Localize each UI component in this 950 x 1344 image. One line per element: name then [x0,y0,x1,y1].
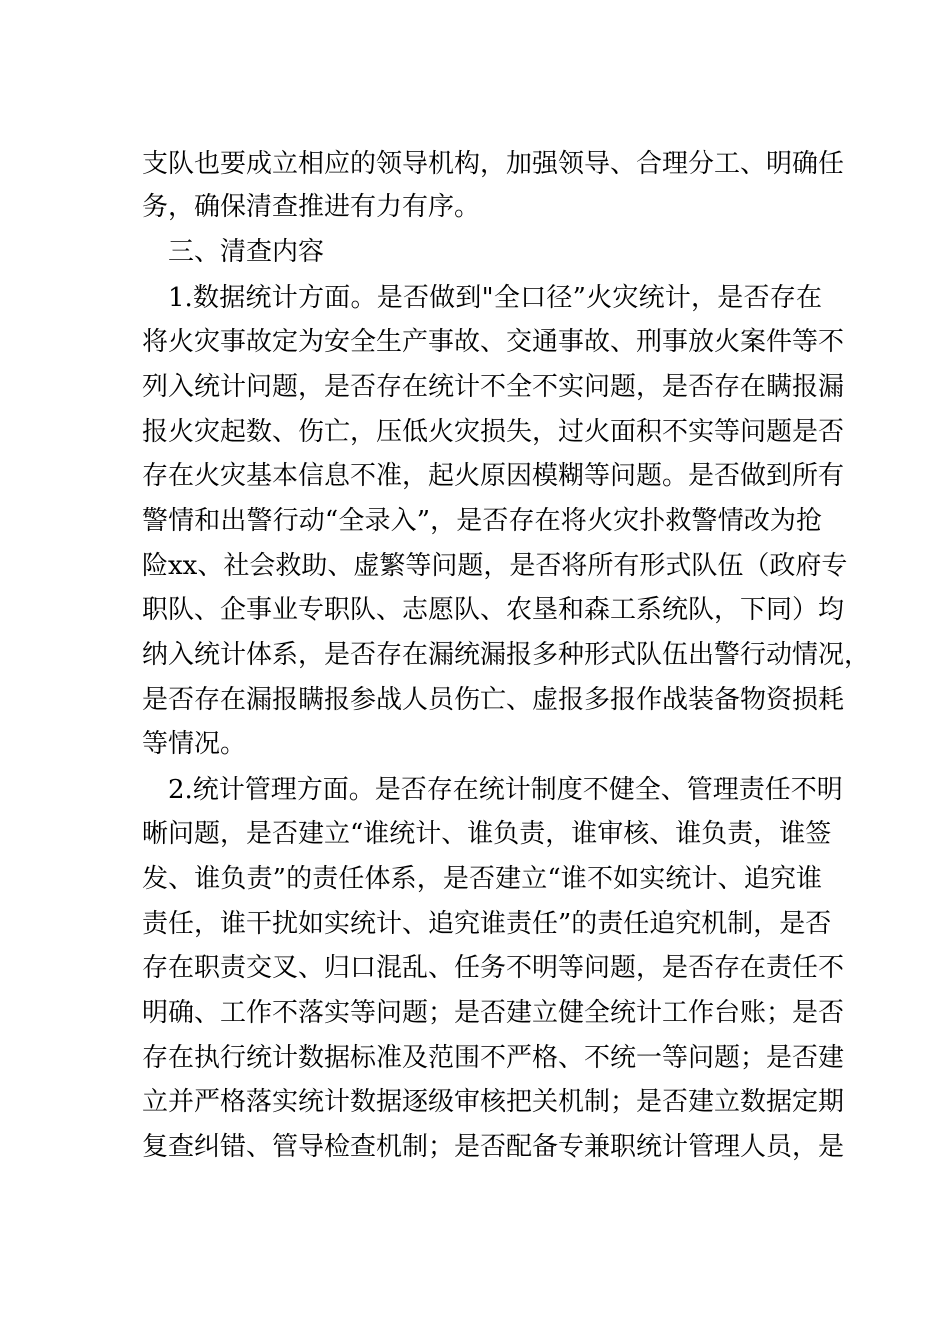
text-line: 2.统计管理方面。是否存在统计制度不健全、管理责任不明 [168,775,843,805]
text-line: 等情况。 [142,729,247,759]
text-line: 列入统计问题，是否存在统计不全不实问题，是否存在瞒报漏 [142,372,845,402]
text-line: 职队、企事业专职队、志愿队、农垦和森工系统队，下同）均 [142,595,845,625]
text-line: 1.数据统计方面。是否做到"全口径”火灾统计，是否存在 [168,283,822,313]
text-line: 险xx、社会救助、虚繁等问题，是否将所有形式队伍（政府专 [142,551,848,581]
text-line: 复查纠错、管导检查机制；是否配备专兼职统计管理人员，是 [142,1132,845,1162]
text-line: 务，确保清查推进有力有序。 [142,192,481,222]
text-line: 纳入统计体系，是否存在漏统漏报多种形式队伍出警行动情况， [142,640,871,670]
text-line: 是否存在漏报瞒报参战人员伤亡、虚报多报作战装备物资损耗 [142,685,845,715]
text-line: 立并严格落实统计数据逐级审核把关机制；是否建立数据定期 [142,1087,845,1117]
text-line: 存在执行统计数据标准及范围不严格、不统一等问题；是否建 [142,1043,845,1073]
text-line: 存在职责交叉、归口混乱、任务不明等问题，是否存在责任不 [142,953,845,983]
section-heading: 三、清查内容 [168,237,325,267]
text-line: 支队也要成立相应的领导机构，加强领导、合理分工、明确任 [142,149,845,179]
text-line: 晰问题，是否建立“谁统计、谁负责，谁审核、谁负责，谁签 [142,819,832,849]
text-line: 明确、工作不落实等问题；是否建立健全统计工作台账；是否 [142,998,845,1028]
text-line: 报火灾起数、伤亡，压低火灾损失，过火面积不实等问题是否 [142,417,845,447]
text-line: 警情和出警行动“全录入”，是否存在将火灾扑救警情改为抢 [142,506,822,536]
text-line: 发、谁负责”的责任体系，是否建立“谁不如实统计、追究谁 [142,864,822,894]
text-line: 责任，谁干扰如实统计、追究谁责任”的责任追究机制，是否 [142,909,832,939]
text-line: 存在火灾基本信息不准，起火原因模糊等问题。是否做到所有 [142,461,845,491]
text-line: 将火灾事故定为安全生产事故、交通事故、刑事放火案件等不 [142,327,845,357]
